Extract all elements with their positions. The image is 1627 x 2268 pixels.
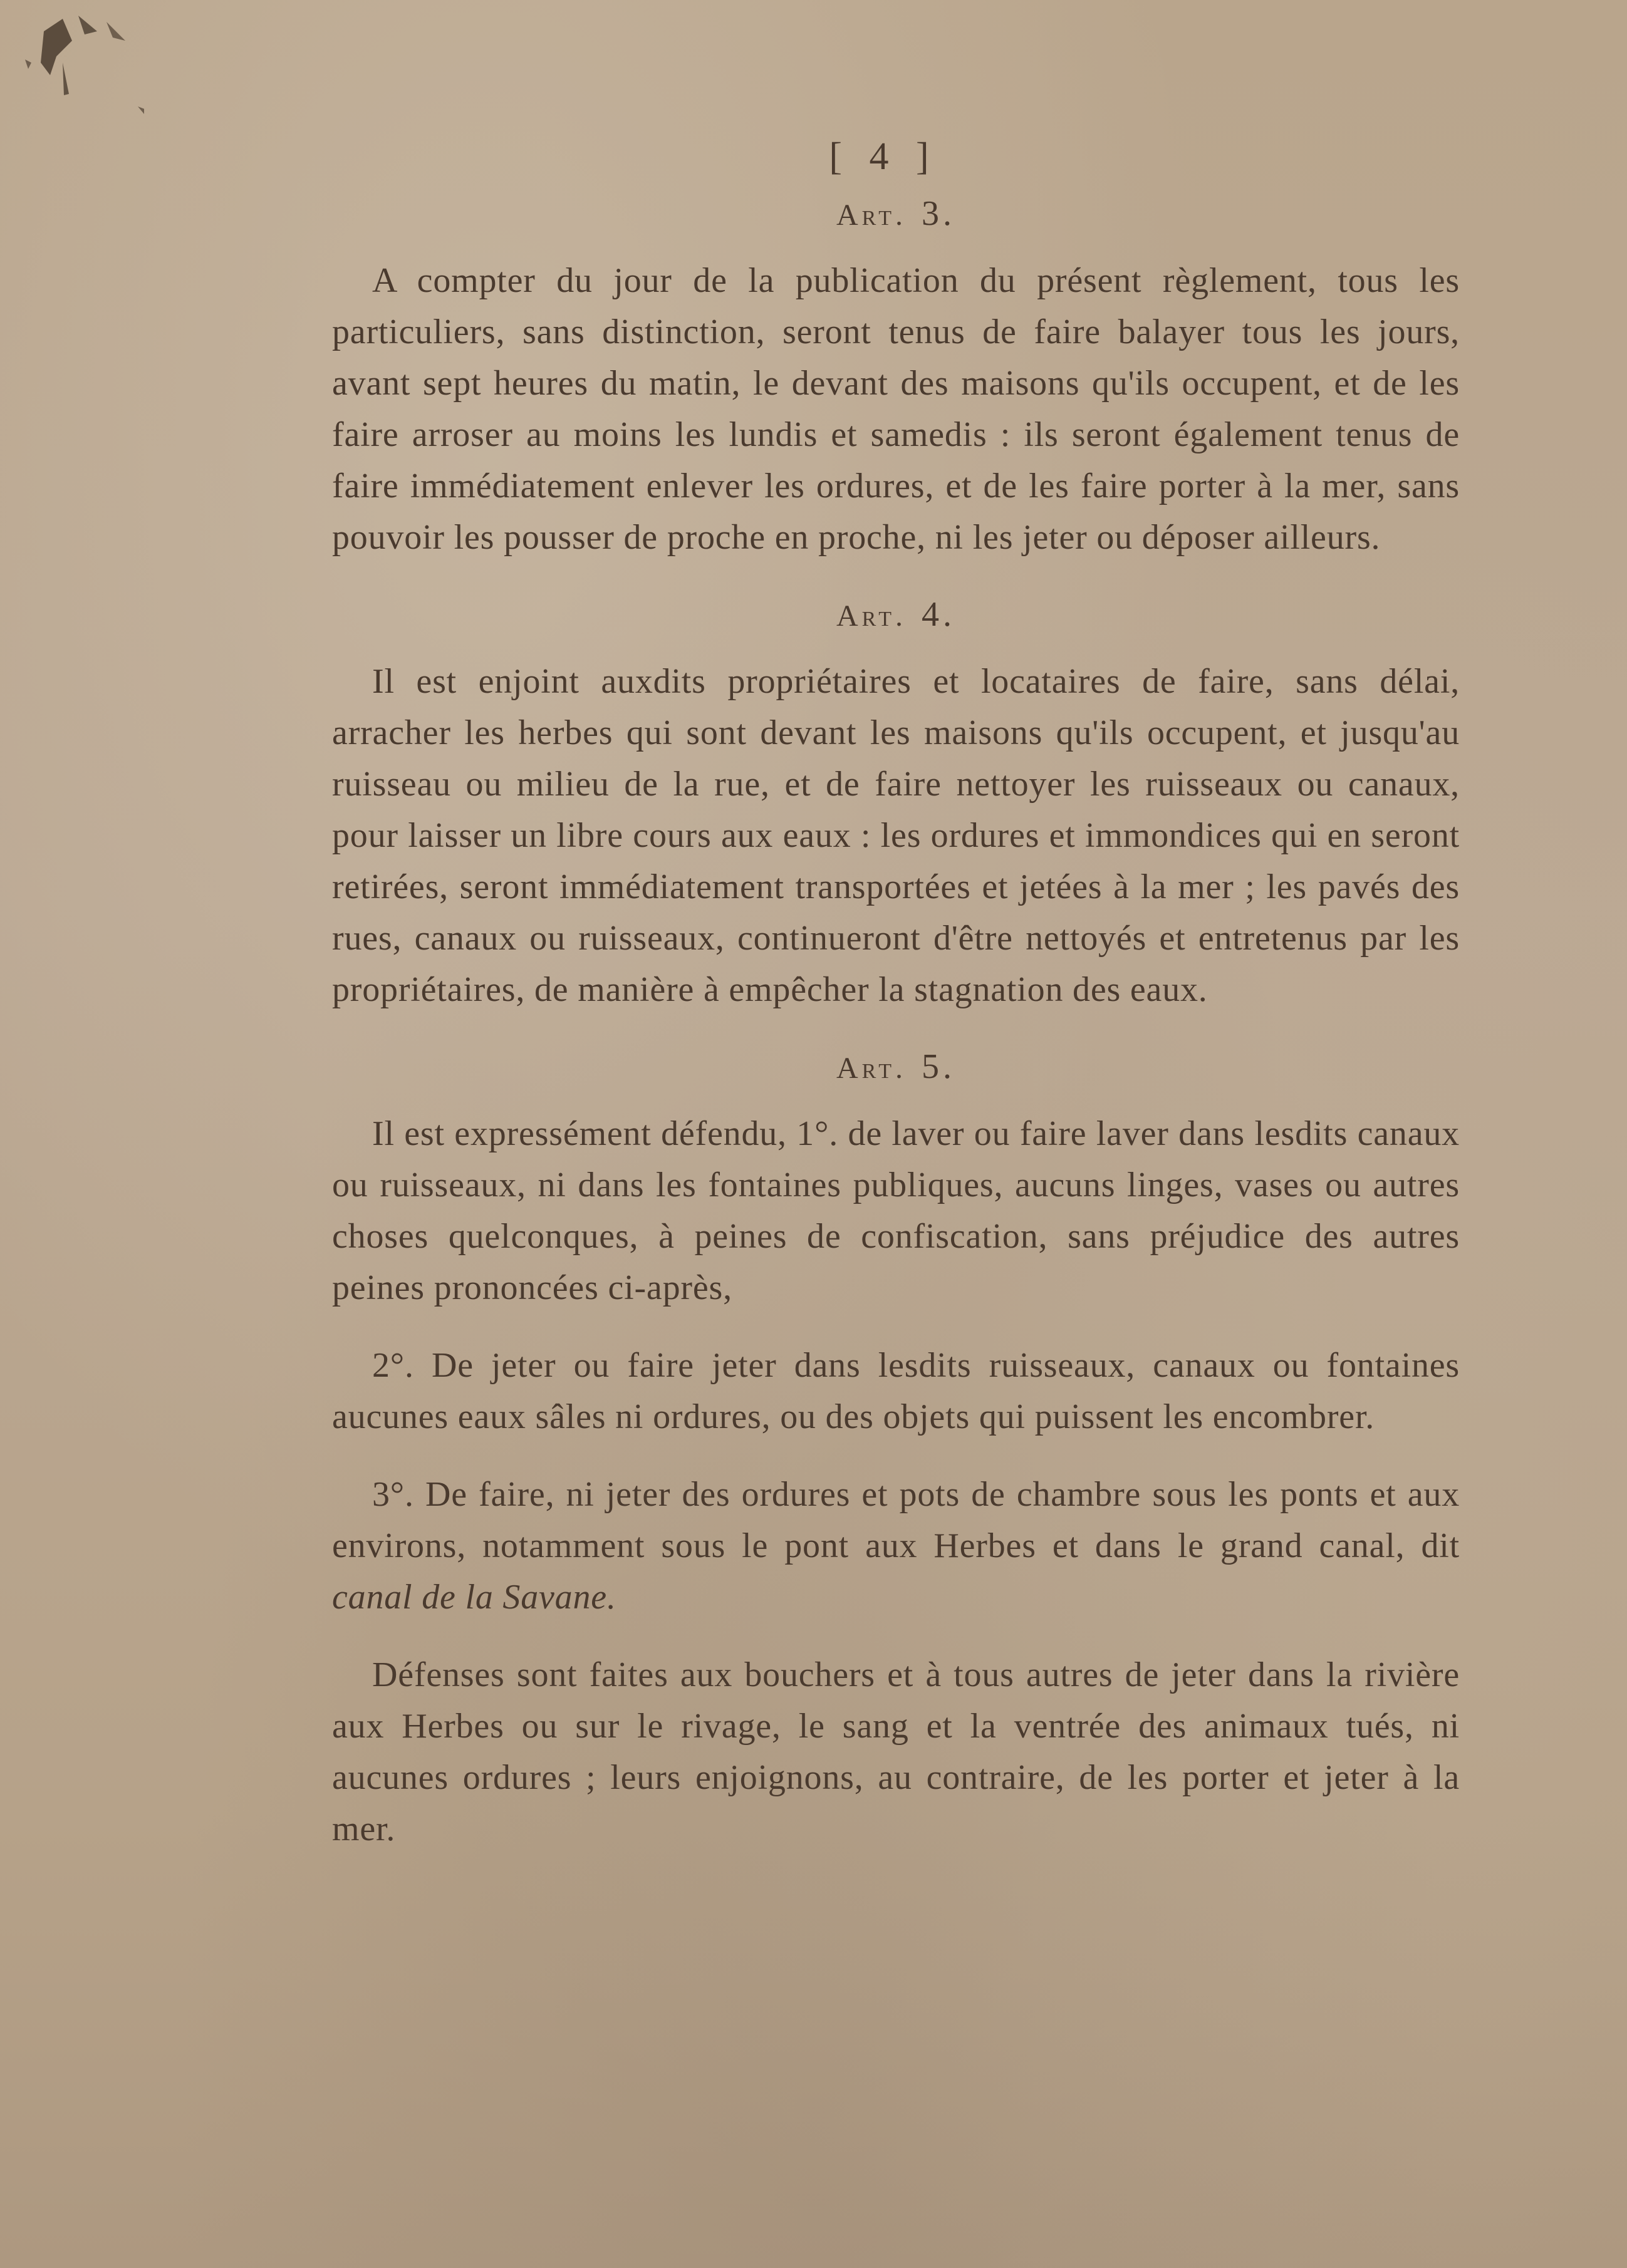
article-paragraph: 2°. De jeter ou faire jeter dans lesdits ruisseaux, canaux ou fontaines aucunes eaux sâles ni ordures, ou des objets qui puissent les encombrer.	[332, 1346, 1460, 1436]
italic-phrase: canal de la Savane.	[332, 1578, 616, 1617]
article-label: Art.	[836, 199, 907, 232]
article-heading	[332, 185, 1460, 242]
article-paragraph: A compter du jour de la publication du présent règlement, tous les particuliers, sans distinction, seront tenus de faire balayer tous les jours, avant sept heures du matin, le devant des maisons qu'ils occupent, et de les faire arroser au moins les lundis et samedis : ils seront également tenus de faire immédiatement enlever les ordures, et de les faire porter à la mer, sans pouvoir les pousser de proche en proche, ni les jeter ou déposer ailleurs.	[332, 261, 1460, 557]
article-label: Art.	[836, 1052, 907, 1085]
paragraph-text: 3°. De faire, ni jeter des ordures et pots de chambre sous les ponts et aux environs, notamment sous le pont aux Herbes et dans le grand canal, dit	[332, 1475, 1460, 1565]
text-block	[332, 128, 1460, 1855]
article-paragraph: Il est expressément défendu, 1°. de laver ou faire laver dans lesdits canaux ou ruisseaux, ni dans les fontaines publiques, aucuns linges, vases ou autres choses quelconques, à peines de confiscation, sans préjudice des autres peines prononcées ci-après,	[332, 1114, 1460, 1307]
article-label: Art.	[836, 599, 907, 633]
article-number: 5.	[922, 1047, 956, 1086]
article-heading	[332, 586, 1460, 643]
article-heading	[332, 1038, 1460, 1095]
article-paragraph: Il est enjoint auxdits propriétaires et locataires de faire, sans délai, arracher les herbes qui sont devant les maisons qu'ils occupent, et jusqu'au ruisseau ou milieu de la rue, et de faire nettoyer les ruisseaux ou canaux, pour laisser un libre cours aux eaux : les ordures et immondices qui en seront retirées, seront immédiatement transportées et jetées à la mer ; les pavés des rues, canaux ou ruisseaux, continueront d'être nettoyés et entretenus par les propriétaires, de manière à empêcher la stagnation des eaux.	[332, 662, 1460, 1009]
article-paragraph	[332, 1469, 1460, 1623]
page-folio: [ 4 ]	[829, 135, 938, 178]
article-number: 3.	[922, 194, 956, 233]
article-number: 4.	[922, 595, 956, 634]
article-paragraph: Défenses sont faites aux bouchers et à tous autres de jeter dans la rivière aux Herbes ou sur le rivage, le sang et la ventrée des animaux tués, ni aucunes ordures ; leurs enjoignons, au contraire, de les porter et jeter à la mer.	[332, 1655, 1460, 1848]
ink-smudge-mark	[19, 6, 144, 125]
